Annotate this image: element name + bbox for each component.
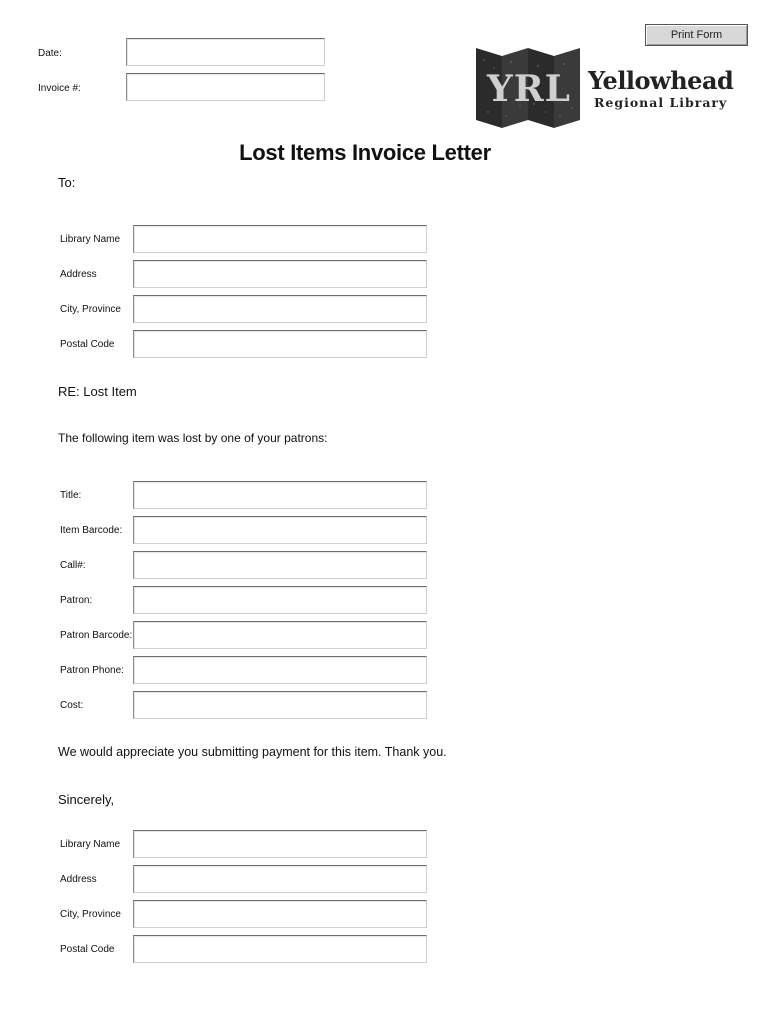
from-postal-code-field[interactable]	[133, 935, 427, 963]
item-barcode-label: Item Barcode:	[60, 525, 123, 536]
to-postal-code-field[interactable]	[133, 330, 427, 358]
logo-initials: YRL	[487, 68, 571, 110]
to-library-name-field[interactable]	[133, 225, 427, 253]
patron-barcode-field[interactable]	[133, 621, 427, 649]
sign-off: Sincerely,	[58, 792, 115, 807]
to-library-name-label: Library Name	[60, 234, 121, 245]
date-label: Date:	[38, 48, 62, 59]
to-heading: To:	[58, 175, 76, 190]
patron-field[interactable]	[133, 586, 427, 614]
cost-field[interactable]	[133, 691, 427, 719]
print-form-button[interactable]: Print Form	[645, 24, 748, 46]
yrl-logo	[476, 46, 581, 130]
from-library-name-label: Library Name	[60, 839, 121, 850]
closing-text: We would appreciate you submitting payment for this item. Thank you.	[58, 745, 447, 759]
to-address-field[interactable]	[133, 260, 427, 288]
from-library-name-field[interactable]	[133, 830, 427, 858]
to-postal-code-label: Postal Code	[60, 339, 115, 350]
patron-label: Patron:	[60, 595, 93, 606]
intro-text: The following item was lost by one of your patrons:	[58, 431, 328, 445]
re-line: RE: Lost Item	[58, 384, 137, 399]
to-city-province-label: City, Province	[60, 304, 121, 315]
invoice-number-label: Invoice #:	[38, 83, 81, 94]
logo-name-line2: Regional Library	[594, 95, 728, 110]
date-field[interactable]	[126, 38, 325, 66]
from-address-field[interactable]	[133, 865, 427, 893]
call-number-label: Call#:	[60, 560, 86, 571]
title-label: Title:	[60, 490, 82, 501]
patron-phone-field[interactable]	[133, 656, 427, 684]
to-city-province-field[interactable]	[133, 295, 427, 323]
page-title: Lost Items Invoice Letter	[239, 140, 491, 165]
logo-name-line1: Yellowhead	[588, 66, 734, 95]
cost-label: Cost:	[60, 700, 84, 711]
patron-barcode-label: Patron Barcode:	[60, 630, 133, 641]
patron-phone-label: Patron Phone:	[60, 665, 124, 676]
from-city-province-field[interactable]	[133, 900, 427, 928]
invoice-number-field[interactable]	[126, 73, 325, 101]
from-postal-code-label: Postal Code	[60, 944, 115, 955]
title-field[interactable]	[133, 481, 427, 509]
from-address-label: Address	[60, 874, 97, 885]
call-number-field[interactable]	[133, 551, 427, 579]
item-barcode-field[interactable]	[133, 516, 427, 544]
from-city-province-label: City, Province	[60, 909, 121, 920]
to-address-label: Address	[60, 269, 97, 280]
